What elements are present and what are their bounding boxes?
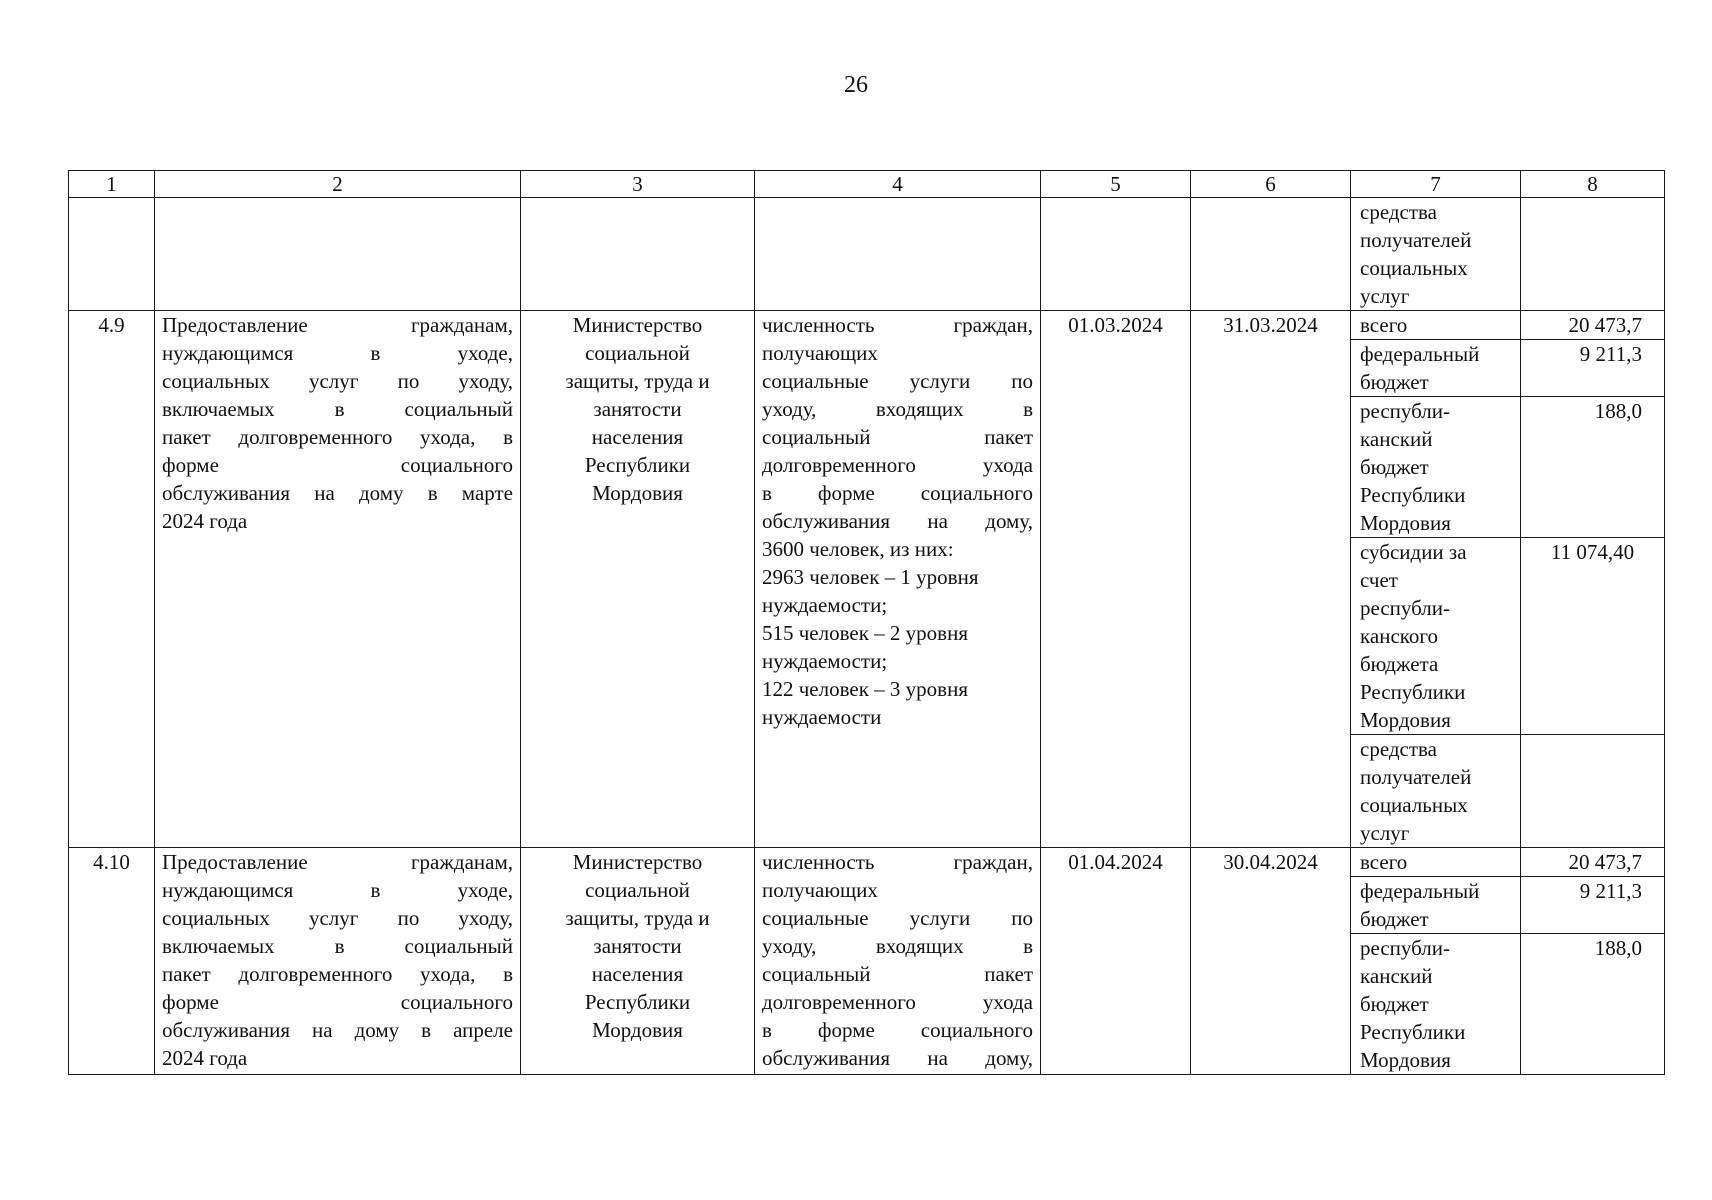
funding-source-line: Республики (1360, 483, 1466, 507)
page-number: 26 (844, 72, 868, 98)
header-col-2: 2 (155, 171, 521, 198)
funding-source-line: средства (1360, 737, 1438, 761)
continuation-row (69, 198, 1665, 311)
row-number: 4.9 (69, 311, 155, 848)
funding-source (1351, 877, 1521, 934)
row-indicator (755, 848, 1041, 1075)
funding-amount (1521, 735, 1665, 848)
funding-source-line: услуг (1360, 284, 1410, 308)
responsible-line: населения (591, 962, 684, 986)
description-line: социальных услуг по уходу, (162, 369, 513, 393)
funding-source-line: услуг (1360, 821, 1410, 845)
row-description (155, 311, 521, 848)
indicator-line: обслуживания на дому, (762, 1046, 1033, 1070)
funding-amount: 9 211,3 (1521, 340, 1665, 397)
responsible-line: Министерство (572, 850, 703, 874)
indicator-line: нуждаемости; (762, 593, 888, 617)
header-col-5: 5 (1041, 171, 1191, 198)
funding-source-line: всего (1360, 850, 1408, 874)
funding-source (1351, 198, 1521, 311)
start-date: 01.04.2024 (1041, 848, 1191, 1075)
indicator-line: обслуживания на дому, (762, 509, 1033, 533)
table-row (69, 311, 1665, 340)
funding-source-line: Республики (1360, 680, 1466, 704)
responsible-line: занятости (593, 934, 682, 958)
empty-cell (521, 198, 755, 311)
indicator-line: нуждаемости; (762, 649, 888, 673)
indicator-line: социальные услуги по (762, 906, 1033, 930)
funding-amount: 11 074,40 (1521, 538, 1665, 735)
description-line: нуждающимся в уходе, (162, 341, 513, 365)
start-date: 01.03.2024 (1041, 311, 1191, 848)
funding-source-line: республи- (1360, 399, 1450, 423)
empty-cell (755, 198, 1041, 311)
description-line: обслуживания на дому в марте (162, 481, 513, 505)
row-indicator (755, 311, 1041, 848)
indicator-line: долговременного ухода (762, 990, 1033, 1014)
funding-source-line: бюджет (1360, 907, 1429, 931)
responsible-line: Республики (584, 990, 691, 1014)
empty-cell (1041, 198, 1191, 311)
responsible-line: защиты, труда и (565, 906, 710, 930)
description-line: форме социального (162, 990, 513, 1014)
funding-source (1351, 340, 1521, 397)
indicator-line: социальный пакет (762, 425, 1033, 449)
description-line: пакет долговременного ухода, в (162, 962, 513, 986)
responsible-line: Мордовия (592, 1018, 683, 1042)
description-line: нуждающимся в уходе, (162, 878, 513, 902)
row-number: 4.10 (69, 848, 155, 1075)
funding-source-line: республи- (1360, 936, 1450, 960)
empty-cell (69, 198, 155, 311)
funding-source-line: получателей (1360, 765, 1472, 789)
row-responsible (521, 311, 755, 848)
funding-source (1351, 848, 1521, 877)
indicator-line: численность граждан, (762, 850, 1033, 874)
header-col-3: 3 (521, 171, 755, 198)
indicator-line: 3600 человек, из них: (762, 537, 954, 561)
funding-amount (1521, 198, 1665, 311)
funding-source-line: бюджета (1360, 652, 1439, 676)
responsible-line: населения (591, 425, 684, 449)
empty-cell (155, 198, 521, 311)
responsible-line: Министерство (572, 313, 703, 337)
funding-source-line: Мордовия (1360, 708, 1451, 732)
table-row (69, 848, 1665, 877)
funding-source-line: Мордовия (1360, 1048, 1451, 1072)
description-line: форме социального (162, 453, 513, 477)
funding-source-line: Республики (1360, 1020, 1466, 1044)
description-line: включаемых в социальный (162, 397, 513, 421)
indicator-line: уходу, входящих в (762, 934, 1033, 958)
indicator-line: социальный пакет (762, 962, 1033, 986)
indicator-line: социальные услуги по (762, 369, 1033, 393)
funding-source (1351, 311, 1521, 340)
responsible-line: социальной (585, 878, 690, 902)
indicator-line: уходу, входящих в (762, 397, 1033, 421)
funding-source-line: социальных (1360, 793, 1468, 817)
end-date: 31.03.2024 (1191, 311, 1351, 848)
funding-source-line: социальных (1360, 256, 1468, 280)
plan-table (68, 170, 1665, 1075)
description-line: обслуживания на дому в апреле (162, 1018, 513, 1042)
funding-amount: 188,0 (1521, 934, 1665, 1075)
indicator-line: 122 человек – 3 уровня (762, 677, 968, 701)
indicator-line: в форме социального (762, 481, 1033, 505)
funding-source-line: бюджет (1360, 455, 1429, 479)
indicator-line: в форме социального (762, 1018, 1033, 1042)
indicator-line: численность граждан, (762, 313, 1033, 337)
funding-source (1351, 397, 1521, 538)
funding-source-line: Мордовия (1360, 511, 1451, 535)
funding-source-line: канский (1360, 427, 1433, 451)
header-col-4: 4 (755, 171, 1041, 198)
funding-source-line: бюджет (1360, 992, 1429, 1016)
header-row (69, 171, 1665, 198)
funding-source-line: федеральный (1360, 342, 1480, 366)
funding-source (1351, 538, 1521, 735)
funding-source-line: республи- (1360, 596, 1450, 620)
description-line: Предоставление гражданам, (162, 313, 513, 337)
funding-amount: 188,0 (1521, 397, 1665, 538)
responsible-line: защиты, труда и (565, 369, 710, 393)
funding-source-line: субсидии за (1360, 540, 1467, 564)
indicator-line: 515 человек – 2 уровня (762, 621, 968, 645)
description-line: пакет долговременного ухода, в (162, 425, 513, 449)
header-col-6: 6 (1191, 171, 1351, 198)
description-line: включаемых в социальный (162, 934, 513, 958)
funding-source-line: средства (1360, 200, 1438, 224)
funding-source-line: канский (1360, 964, 1433, 988)
end-date: 30.04.2024 (1191, 848, 1351, 1075)
row-responsible (521, 848, 755, 1075)
responsible-line: Республики (584, 453, 691, 477)
header-col-1: 1 (69, 171, 155, 198)
funding-amount: 20 473,7 (1521, 848, 1665, 877)
responsible-line: Мордовия (592, 481, 683, 505)
indicator-line: получающих (762, 878, 878, 902)
funding-source-line: канского (1360, 624, 1438, 648)
funding-amount: 9 211,3 (1521, 877, 1665, 934)
funding-amount: 20 473,7 (1521, 311, 1665, 340)
responsible-line: социальной (585, 341, 690, 365)
funding-source-line: счет (1360, 568, 1398, 592)
empty-cell (1191, 198, 1351, 311)
header-col-7: 7 (1351, 171, 1521, 198)
indicator-line: долговременного ухода (762, 453, 1033, 477)
funding-source (1351, 735, 1521, 848)
funding-source (1351, 934, 1521, 1075)
header-col-8: 8 (1521, 171, 1665, 198)
row-description (155, 848, 521, 1075)
description-line: Предоставление гражданам, (162, 850, 513, 874)
indicator-line: нуждаемости (762, 705, 882, 729)
description-line: 2024 года (162, 509, 248, 533)
funding-source-line: бюджет (1360, 370, 1429, 394)
funding-source-line: федеральный (1360, 879, 1480, 903)
indicator-line: получающих (762, 341, 878, 365)
description-line: 2024 года (162, 1046, 248, 1070)
responsible-line: занятости (593, 397, 682, 421)
description-line: социальных услуг по уходу, (162, 906, 513, 930)
funding-source-line: всего (1360, 313, 1408, 337)
indicator-line: 2963 человек – 1 уровня (762, 565, 979, 589)
funding-source-line: получателей (1360, 228, 1472, 252)
